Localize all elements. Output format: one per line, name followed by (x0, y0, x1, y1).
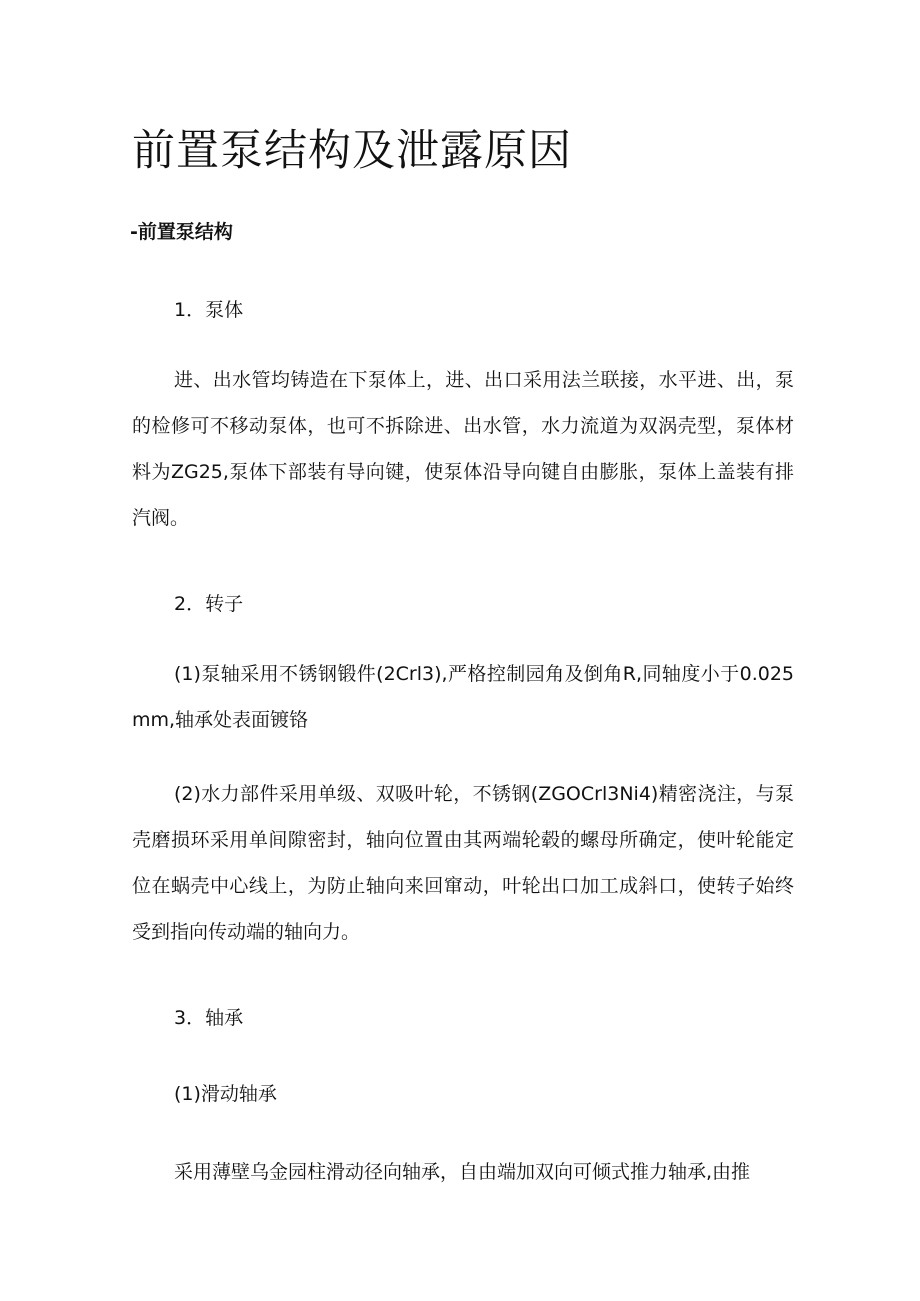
sliding-bearing-subheading: (1)滑动轴承 (174, 1083, 277, 1105)
document-title: 前置泵结构及泄露原因 (132, 126, 572, 176)
subsection-heading-pump-body: 1．泵体 (174, 299, 244, 321)
pump-body-paragraph: 进、出水管均铸造在下泵体上，进、出口采用法兰联接，水平进、出，泵的检修可不移动泵体，也可不拆除进、出水管，水力流道为双涡壳型，泵体材料为ZG25,泵体下部装有导向键，使泵体沿导向键自由膨胀，泵体上盖装有排汽阀。 (132, 369, 794, 529)
rotor-shaft-paragraph: (1)泵轴采用不锈钢锻件(2Crl3),严格控制园角及倒角R,同轴度小于0.025mm,轴承处表面镀铬 (132, 663, 794, 731)
rotor-impeller-paragraph: (2)水力部件采用单级、双吸叶轮，不锈钢(ZGOCrl3Ni4)精密浇注，与泵壳磨损环采用单间隙密封，轴向位置由其两端轮毂的螺母所确定，使叶轮能定位在蜗壳中心线上，为防止轴向来回窜动，叶轮出口加工成斜口，使转子始终受到指向传动端的轴向力。 (132, 783, 794, 943)
section-heading-pump-structure: -前置泵结构 (130, 221, 233, 243)
subsection-heading-bearing: 3．轴承 (174, 1007, 244, 1029)
sliding-bearing-paragraph: 采用薄壁乌金园柱滑动径向轴承，自由端加双向可倾式推力轴承,由推 (174, 1161, 751, 1183)
subsection-heading-rotor: 2．转子 (174, 593, 244, 615)
